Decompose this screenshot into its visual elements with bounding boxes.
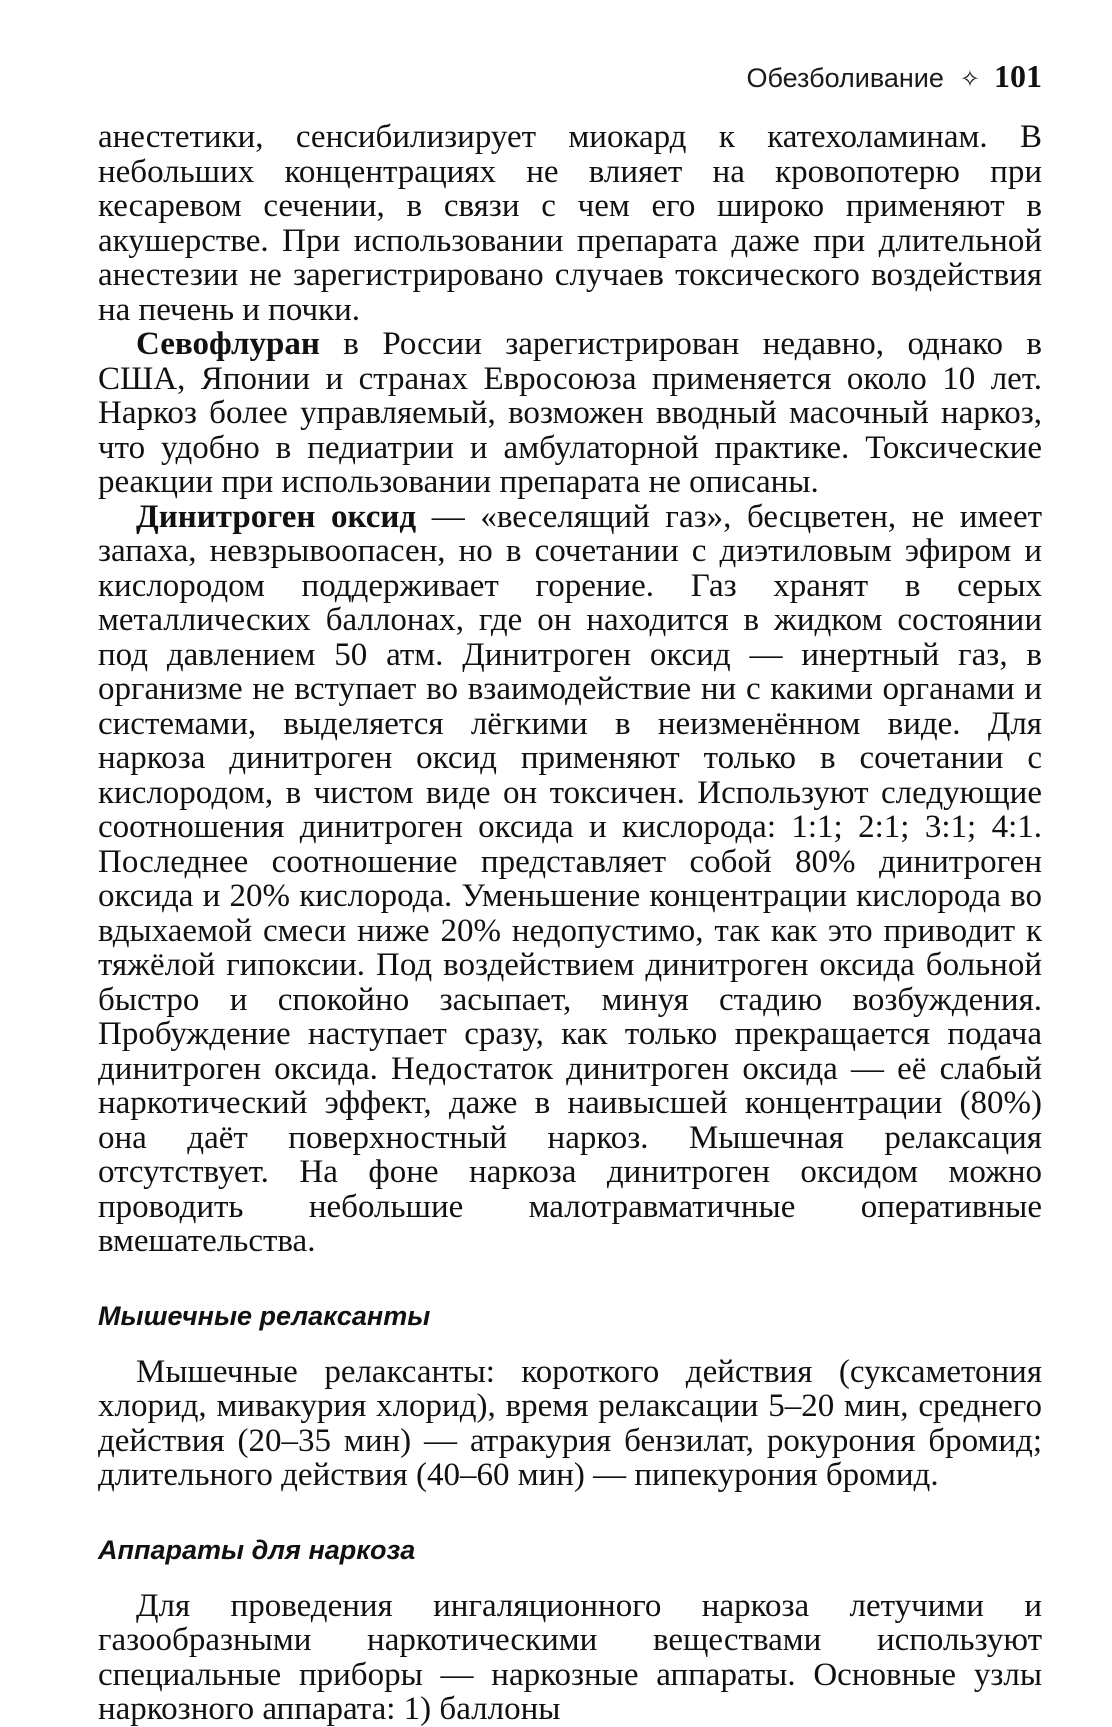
running-head [98, 58, 1042, 102]
body-text [98, 120, 1042, 1727]
paragraph-text: — «веселящий газ», бесцветен, не имеет запаха, невзрывоопасен, но в сочетании с диэтиловым эфиром и кислородом поддерживает горение. Газ хранят в серых металлических баллонах, где он находится в жидком состоянии под давлением 50 атм. Динитроген оксид — инертный газ, в организме не вступает во взаимодействие ни с какими органами и системами, выделяется лёгкими в неизменённом виде. Для наркоза динитроген оксид применяют только в сочетании с кислородом, в чистом виде он токсичен. Используют следующие соотношения динитроген оксида и кислорода: 1:1; 2:1; 3:1; 4:1. Последнее соотношение представляет собой 80% динитроген оксида и 20% кислорода. Уменьшение концентрации кислорода во вдыхаемой смеси ниже 20% недопустимо, так как это приводит к тяжёлой гипоксии. Под воздействием динитроген оксида больной быстро и спокойно засыпает, минуя стадию возбуждения. Пробуждение наступает сразу, как только прекращается подача динитроген оксида. Недостаток динитроген оксида — её слабый наркотический эффект, даже в наивысшей концентрации (80%) она даёт поверхностный наркоз. Мышечная релаксация отсутствует. На фоне наркоза динитроген оксидом можно проводить небольшие малотравматичные оперативные вмешательства. [98, 499, 1042, 1260]
paragraph-continuation [98, 120, 1042, 327]
running-head-section-title: Обезболивание [746, 63, 943, 94]
paragraph-muscle-relaxants [98, 1355, 1042, 1493]
paragraph-anesthesia-machines [98, 1589, 1042, 1727]
paragraph-text: Мышечные релаксанты: короткого действия (суксаметония хлорид, мивакурия хлорид), время релаксации 5–20 мин, среднего действия (20–35 мин) — атракурия бензилат, рокурония бромид; длительного действия (40–60 мин) — пипекурония бромид. [98, 1354, 1042, 1494]
section-heading-muscle-relaxants: Мышечные релаксанты [98, 1299, 1042, 1333]
paragraph-sevoflurane [98, 327, 1042, 500]
section-heading-anesthesia-machines: Аппараты для наркоза [98, 1533, 1042, 1567]
paragraph-nitrous-oxide [98, 500, 1042, 1259]
paragraph-text: Для проведения ингаляционного наркоза летучими и газообразными наркотическими веществами используют специальные приборы — наркозные аппараты. Основные узлы наркозного аппарата: 1) баллоны [98, 1588, 1042, 1727]
paragraph-text: в России зарегистрирован недавно, однако в США, Японии и странах Евросоюза применяется около 10 лет. Наркоз более управляемый, возможен вводный масочный наркоз, что удобно в педиатрии и амбулаторной практике. Токсические реакции при использовании препарата не описаны. [98, 326, 1042, 500]
paragraph-text: анестетики, сенсибилизирует миокард к катехоламинам. В небольших концентрациях не влияет на кровопотерю при кесаревом сечении, в связи с чем его широко применяют в акушерстве. При использовании препарата даже при длительной анестезии не зарегистрировано случаев токсического воздействия на печень и почки. [98, 119, 1042, 328]
term-sevoflurane: Севофлуран [136, 326, 320, 362]
ornament-icon: ✧ [960, 65, 980, 93]
page-number: 101 [994, 58, 1042, 95]
term-nitrous-oxide: Динитроген оксид [136, 499, 416, 535]
